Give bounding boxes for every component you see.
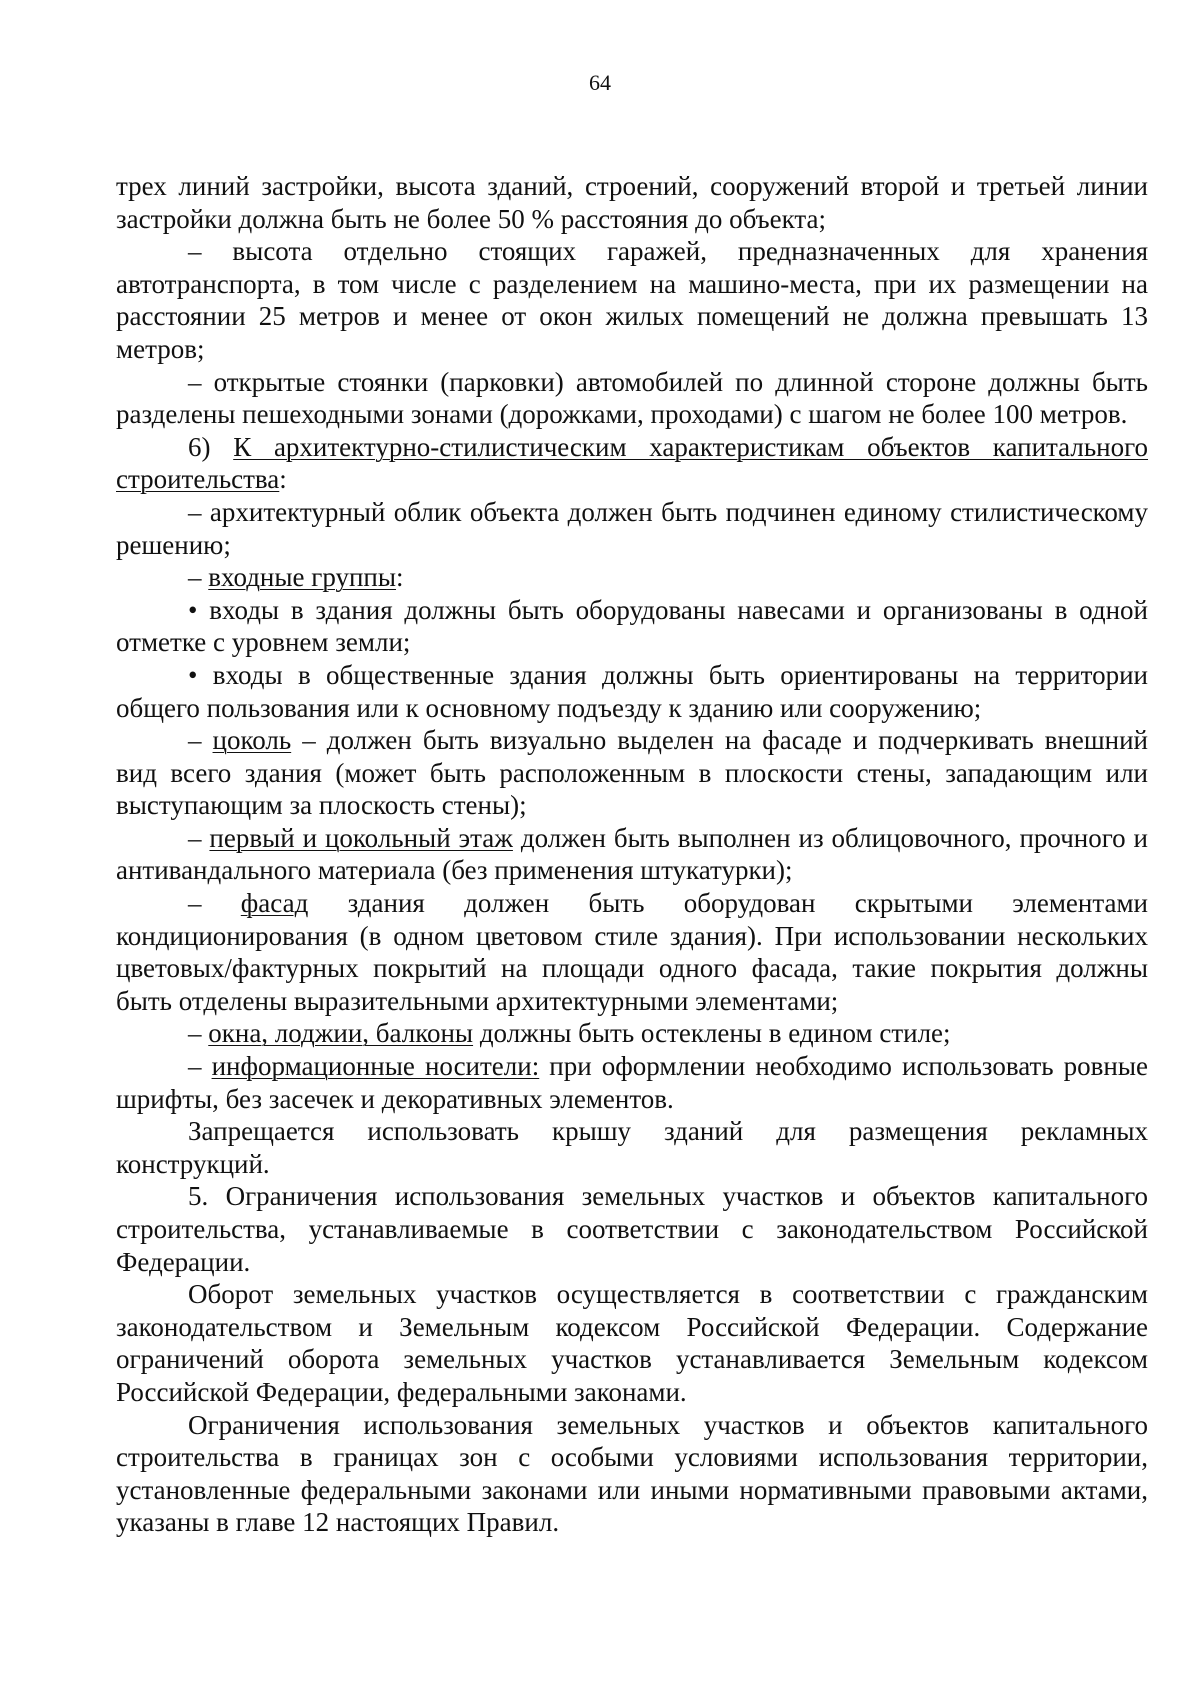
heading-suffix: : (279, 464, 287, 495)
list-item-appearance: – архитектурный облик объекта должен быть подчинен единому стилистическому решению; (116, 496, 1148, 560)
list-item-entrance-groups (116, 561, 1148, 594)
item-dash: – (188, 1018, 209, 1049)
item-dash: – (188, 822, 210, 853)
list-item-first-floor (116, 822, 1148, 887)
item-underlined-term: информационные носители: (211, 1051, 540, 1082)
section-heading-architecture (116, 431, 1148, 496)
heading-underlined-text: К архитектурно-стилистическим характеристикам объектов капитального строительства (116, 431, 1149, 495)
item-suffix: : (396, 562, 404, 593)
item-text: должен быть выполнен из облицовочного, прочного и антивандального материала (без применения штукатурки); (116, 822, 1148, 886)
item-dash: – (188, 562, 209, 593)
list-item-garage-height: – высота отдельно стоящих гаражей, предназначенных для хранения автотранспорта, в том числе с разделением на машино-места, при их размещении на расстоянии 25 метров и менее от окон жилых помещений не должна превышать 13 метров; (116, 236, 1148, 364)
item-text: должны быть остеклены в едином стиле; (473, 1018, 951, 1049)
page-number: 64 (589, 70, 611, 95)
paragraph-special-zones: Ограничения использования земельных участков и объектов капитального строительства в границах зон с особыми условиями использования территории, установленные федеральными законами или иными нормативными правовыми актами, указаны в главе 12 настоящих Правил. (116, 1409, 1148, 1538)
paragraph-continuation: трех линий застройки, высота зданий, строений, сооружений второй и третьей линии застройки должна быть не более 50 % расстояния до объекта; (116, 171, 1148, 234)
bullet-item-canopies: • входы в здания должны быть оборудованы навесами и организованы в одной отметке с уровнем земли; (116, 594, 1148, 658)
item-text: при оформлении необходимо использовать ровные шрифты, без засечек и декоративных элементов. (116, 1051, 1149, 1114)
heading-number: 6) (188, 431, 234, 462)
section-heading-restrictions: 5. Ограничения использования земельных участков и объектов капитального строительства, устанавливаемые в соответствии с законодательством Российской Федерации. (116, 1181, 1148, 1277)
document-body (116, 170, 1148, 1539)
item-underlined-term: окна, лоджии, балконы (208, 1018, 474, 1049)
list-item-signage (116, 1050, 1148, 1115)
item-text: – должен быть визуально выделен на фасаде и подчеркивать внешний вид всего здания (может быть расположенным в плоскости стены, западающим или выступающим за плоскость стены); (116, 725, 1148, 821)
item-underlined-term: первый и цокольный этаж (209, 822, 513, 853)
list-item-facade (116, 887, 1148, 1017)
item-dash: – (188, 1051, 212, 1082)
item-underlined-term: фасад (240, 888, 309, 919)
bullet-item-orientation: • входы в общественные здания должны быть ориентированы на территории общего пользования или к основному подъезду к зданию или сооружению; (116, 659, 1148, 723)
paragraph-land-turnover: Оборот земельных участков осуществляется в соответствии с гражданским законодательством и Земельным кодексом Российской Федерации. Содержание ограничений оборота земельных участков устанавливается Земельным кодексом Российской Федерации, федеральными законами. (116, 1279, 1148, 1407)
item-dash: – (188, 725, 213, 756)
list-item-windows (116, 1017, 1148, 1050)
paragraph-roof-ban: Запрещается использовать крышу зданий для размещения рекламных конструкций. (116, 1116, 1148, 1179)
item-underlined-term: входные группы (208, 562, 397, 593)
item-underlined-term: цоколь (212, 725, 292, 756)
list-item-parking: – открытые стоянки (парковки) автомобилей по длинной стороне должны быть разделены пешеходными зонами (дорожками, проходами) с шагом не более 100 метров. (116, 366, 1148, 430)
list-item-plinth (116, 724, 1148, 822)
item-text: здания должен быть оборудован скрытыми элементами кондиционирования (в одном цветовом стиле здания). При использовании нескольких цветовых/фактурных покрытий на площади одного фасада, такие покрытия должны быть отделены выразительными архитектурными элементами; (116, 888, 1149, 1016)
item-dash: – (188, 888, 241, 919)
